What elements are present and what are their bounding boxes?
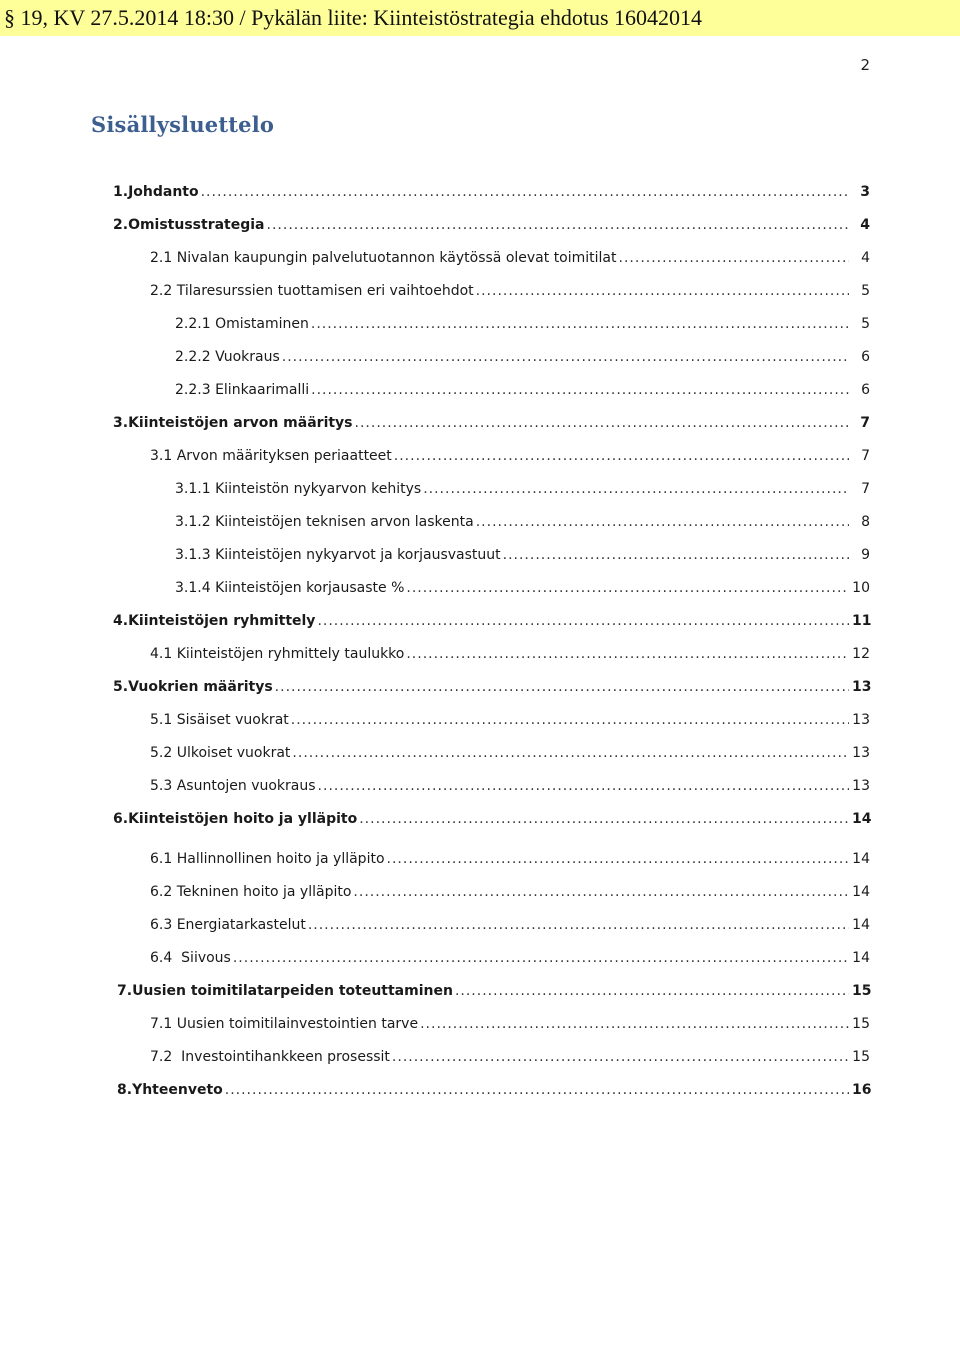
toc-entry-page: 7	[860, 415, 870, 431]
toc-dot-leader	[503, 547, 849, 563]
toc-entry-label: 3.1 Arvon määrityksen periaatteet	[150, 448, 392, 464]
toc-dot-leader	[476, 283, 849, 299]
toc-entry[interactable]	[150, 1049, 870, 1071]
toc-entry-label: 2.2.1 Omistaminen	[175, 316, 309, 332]
toc-entry-page: 6	[861, 382, 870, 398]
toc-entry[interactable]	[150, 917, 870, 939]
toc-entry-label: 3.1.4 Kiinteistöjen korjausaste %	[175, 580, 405, 596]
toc-entry-label: 7.1 Uusien toimitilainvestointien tarve	[150, 1016, 419, 1032]
page-number: 2	[860, 56, 870, 74]
toc-entry[interactable]	[175, 481, 870, 503]
toc-entry-number: 7.	[117, 983, 133, 999]
toc-entry-number: 8.	[117, 1082, 133, 1098]
toc-dot-leader	[282, 349, 849, 365]
toc-entry-label: Omistusstrategia	[128, 217, 265, 233]
toc-entry-page: 11	[852, 613, 872, 629]
toc-entry-label: 6.1 Hallinnollinen hoito ja ylläpito	[150, 851, 385, 867]
toc-entry-page: 16	[852, 1082, 872, 1098]
toc-entry-page: 6	[861, 349, 870, 365]
toc-entry-number: 3.	[113, 415, 129, 431]
toc-entry[interactable]	[150, 712, 870, 734]
toc-entry-page: 12	[852, 646, 870, 662]
toc-dot-leader	[311, 382, 849, 398]
toc-entry[interactable]	[117, 983, 870, 1005]
toc-entry[interactable]	[150, 646, 870, 668]
toc-entry-page: 7	[861, 448, 870, 464]
toc-entry-label: 2.2 Tilaresurssien tuottamisen eri vaihtoehdot	[150, 283, 474, 299]
toc-entry-number: 5.	[113, 679, 129, 695]
toc-entry-page: 14	[852, 811, 872, 827]
toc-dot-leader	[292, 745, 849, 761]
toc-entry-label: 5.1 Sisäiset vuokrat	[150, 712, 289, 728]
toc-dot-leader	[201, 184, 849, 200]
toc-entry-page: 13	[852, 712, 870, 728]
toc-entry-page: 10	[852, 580, 870, 596]
toc-dot-leader	[420, 1016, 849, 1032]
toc-entry[interactable]	[150, 884, 870, 906]
toc-entry[interactable]	[175, 580, 870, 602]
toc-entry[interactable]	[113, 811, 870, 833]
toc-entry-label: 3.1.1 Kiinteistön nykyarvon kehitys	[175, 481, 422, 497]
toc-entry[interactable]	[113, 415, 870, 437]
toc-entry-label: Kiinteistöjen arvon määritys	[128, 415, 353, 431]
toc-entry-page: 14	[852, 917, 870, 933]
toc-entry[interactable]	[150, 448, 870, 470]
toc-dot-leader	[275, 679, 849, 695]
toc-entry[interactable]	[117, 1082, 870, 1104]
toc-entry-page: 5	[861, 316, 870, 332]
toc-dot-leader	[291, 712, 849, 728]
toc-dot-leader	[233, 950, 849, 966]
toc-entry-page: 15	[852, 983, 872, 999]
toc-entry-label: Yhteenveto	[132, 1082, 223, 1098]
toc-entry-page: 14	[852, 851, 870, 867]
toc-dot-leader	[225, 1082, 849, 1098]
toc-title: Sisällysluettelo	[91, 112, 275, 137]
toc-entry[interactable]	[175, 316, 870, 338]
toc-dot-leader	[267, 217, 849, 233]
toc-dot-leader	[359, 811, 849, 827]
toc-entry-page: 9	[861, 547, 870, 563]
toc-entry-label: Kiinteistöjen hoito ja ylläpito	[128, 811, 358, 827]
toc-dot-leader	[423, 481, 849, 497]
toc-entry-page: 14	[852, 884, 870, 900]
document-header-text: § 19, KV 27.5.2014 18:30 / Pykälän liite: Kiinteistöstrategia ehdotus 16042014	[4, 5, 703, 30]
toc-entry-page: 4	[861, 250, 870, 266]
toc-entry[interactable]	[150, 950, 870, 972]
toc-entry[interactable]	[150, 250, 870, 272]
toc-dot-leader	[355, 415, 849, 431]
toc-entry[interactable]	[113, 184, 870, 206]
toc-entry-label: 2.2.2 Vuokraus	[175, 349, 280, 365]
toc-entry-label: 3.1.3 Kiinteistöjen nykyarvot ja korjausvastuut	[175, 547, 501, 563]
toc-entry-number: 4.	[113, 613, 129, 629]
toc-dot-leader	[476, 514, 849, 530]
toc-dot-leader	[311, 316, 849, 332]
toc-entry-label: Kiinteistöjen ryhmittely	[128, 613, 316, 629]
toc-dot-leader	[406, 580, 849, 596]
toc-entry-label: 7.2 Investointihankkeen prosessit	[150, 1049, 390, 1065]
toc-entry[interactable]	[175, 514, 870, 536]
toc-entry[interactable]	[150, 778, 870, 800]
toc-entry-label: 5.2 Ulkoiset vuokrat	[150, 745, 291, 761]
toc-entry-page: 8	[861, 514, 870, 530]
toc-entry[interactable]	[175, 382, 870, 404]
toc-entry-number: 6.	[113, 811, 129, 827]
toc-entry-page: 13	[852, 745, 870, 761]
toc-entry-label: 4.1 Kiinteistöjen ryhmittely taulukko	[150, 646, 405, 662]
toc-dot-leader	[455, 983, 849, 999]
toc-entry[interactable]	[150, 1016, 870, 1038]
toc-entry-page: 15	[852, 1049, 870, 1065]
toc-entry-page: 15	[852, 1016, 870, 1032]
toc-dot-leader	[619, 250, 849, 266]
toc-entry-number: 2.	[113, 217, 129, 233]
toc-entry-page: 4	[860, 217, 870, 233]
toc-dot-leader	[392, 1049, 849, 1065]
toc-entry-label: Uusien toimitilatarpeiden toteuttaminen	[132, 983, 453, 999]
toc-dot-leader	[387, 851, 849, 867]
toc-entry-label: Vuokrien määritys	[128, 679, 273, 695]
toc-entry-page: 13	[852, 679, 872, 695]
toc-entry-label: Johdanto	[128, 184, 199, 200]
toc-entry[interactable]	[113, 217, 870, 239]
toc-dot-leader	[353, 884, 849, 900]
toc-entry[interactable]	[175, 547, 870, 569]
toc-dot-leader	[318, 778, 849, 794]
toc-entry-page: 13	[852, 778, 870, 794]
toc-entry-page: 7	[861, 481, 870, 497]
toc-entry[interactable]	[150, 851, 870, 873]
toc-entry[interactable]	[175, 349, 870, 371]
toc-entry-label: 2.2.3 Elinkaarimalli	[175, 382, 310, 398]
toc-entry-label: 6.4 Siivous	[150, 950, 231, 966]
toc-entry-page: 14	[852, 950, 870, 966]
toc-entry[interactable]	[150, 745, 870, 767]
toc-dot-leader	[406, 646, 849, 662]
toc-entry-label: 2.1 Nivalan kaupungin palvelutuotannon käytössä olevat toimitilat	[150, 250, 617, 266]
toc-entry-label: 5.3 Asuntojen vuokraus	[150, 778, 316, 794]
toc-dot-leader	[317, 613, 849, 629]
toc-entry-page: 3	[860, 184, 870, 200]
toc-entry[interactable]	[150, 283, 870, 305]
toc-entry-number: 1.	[113, 184, 129, 200]
toc-dot-leader	[308, 917, 849, 933]
toc-entry-label: 3.1.2 Kiinteistöjen teknisen arvon laskenta	[175, 514, 474, 530]
toc-entry-label: 6.2 Tekninen hoito ja ylläpito	[150, 884, 352, 900]
toc-entry-label: 6.3 Energiatarkastelut	[150, 917, 306, 933]
toc-entry[interactable]	[113, 613, 870, 635]
toc-dot-leader	[394, 448, 849, 464]
toc-entry-page: 5	[861, 283, 870, 299]
toc-entry[interactable]	[113, 679, 870, 701]
